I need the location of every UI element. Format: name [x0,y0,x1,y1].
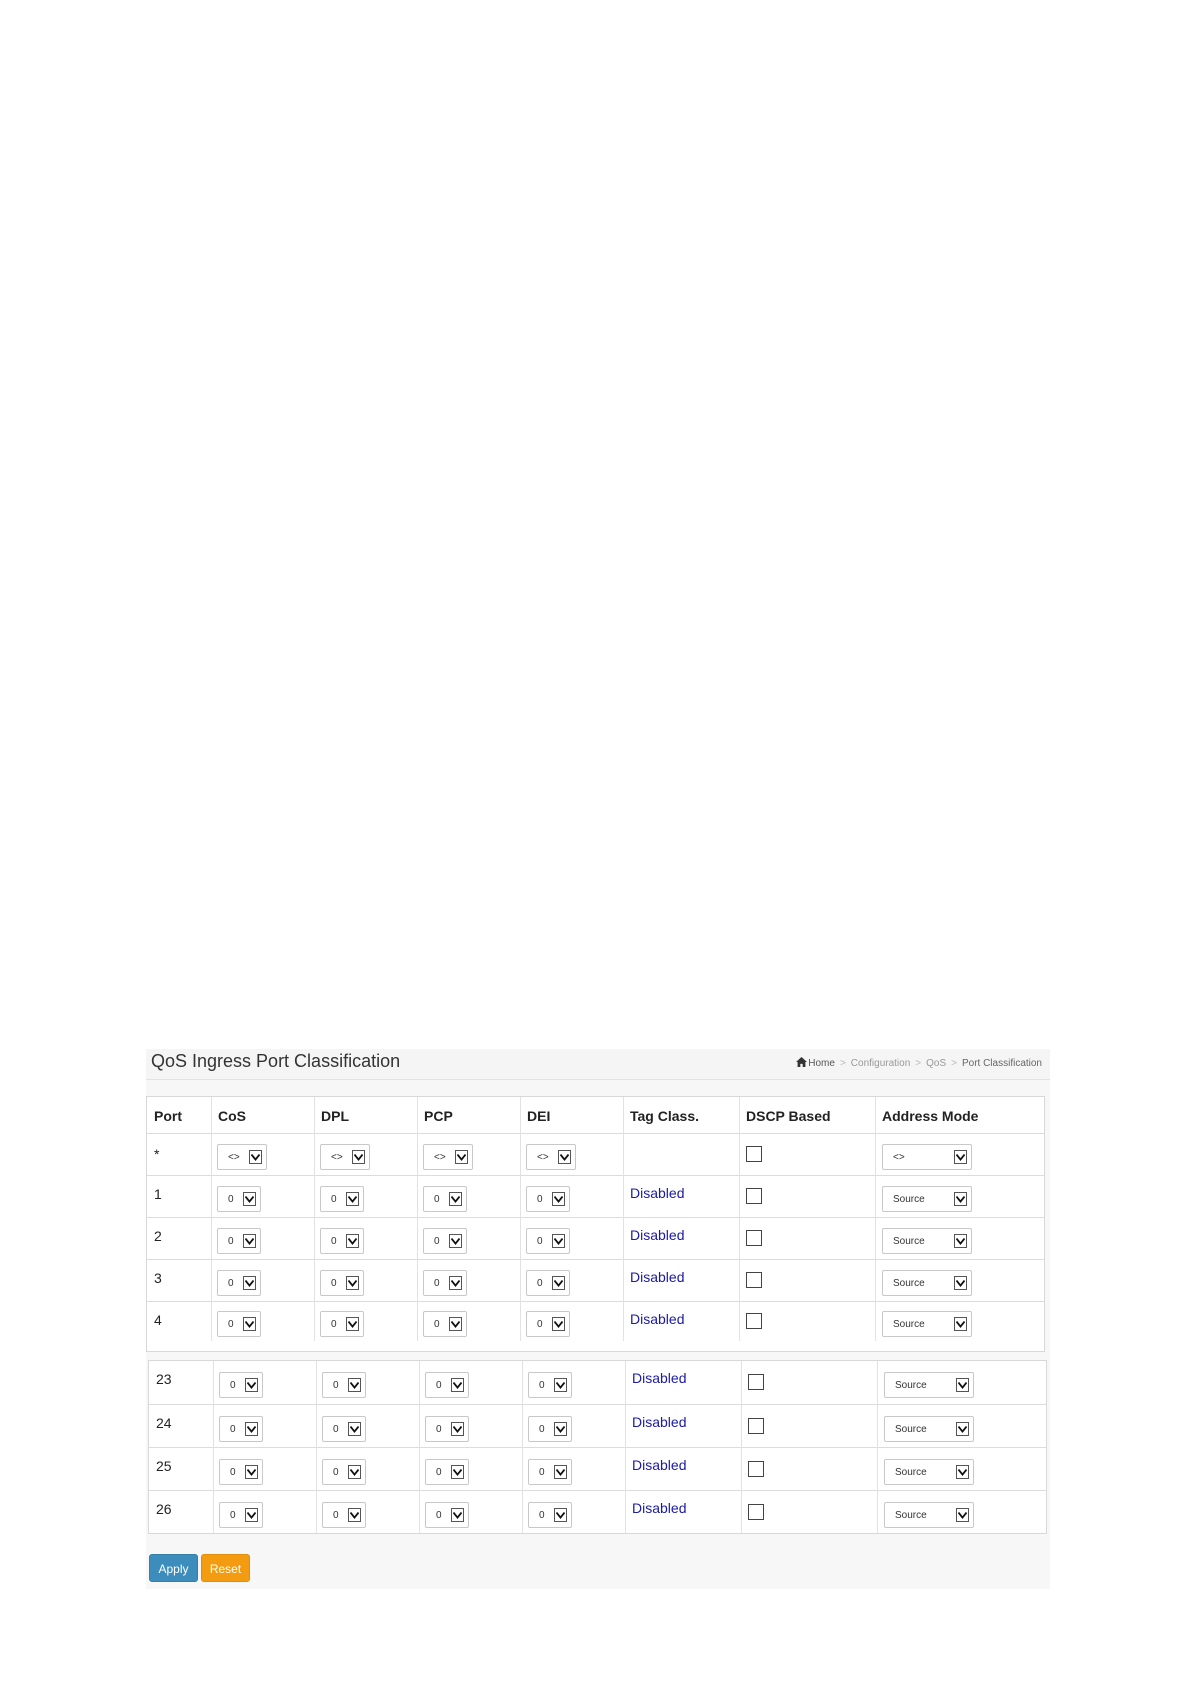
pcp-select-value: 0 [434,1236,440,1247]
column-header-dei: DEI [527,1108,551,1124]
chevron-down-icon[interactable] [245,1378,258,1392]
pcp-select[interactable] [423,1144,473,1170]
chevron-down-icon[interactable] [249,1150,262,1164]
dpl-select-value: 0 [333,1380,339,1391]
pcp-select[interactable] [425,1372,469,1398]
dpl-select-value: 0 [331,1194,337,1205]
address-mode-select-value: Source [893,1194,925,1205]
column-divider [314,1097,315,1341]
port-number: 3 [154,1270,162,1286]
pcp-select-value: <> [434,1152,446,1163]
pcp-select[interactable] [423,1311,467,1337]
cos-select-value: <> [228,1152,240,1163]
port-number: 2 [154,1228,162,1244]
address-mode-select-value: Source [893,1319,925,1330]
tag-class-link[interactable]: Disabled [630,1269,685,1285]
tag-class-link[interactable]: Disabled [632,1414,687,1430]
dpl-select-value: 0 [331,1236,337,1247]
dscp-based-checkbox[interactable] [748,1461,764,1477]
dscp-based-checkbox[interactable] [746,1313,762,1329]
chevron-down-icon[interactable] [449,1192,462,1206]
port-number: 25 [156,1458,172,1474]
address-mode-select[interactable] [884,1416,974,1442]
column-divider [522,1361,523,1533]
column-header-cos: CoS [218,1108,246,1124]
pcp-select-value: 0 [436,1424,442,1435]
cos-select[interactable] [217,1186,261,1212]
chevron-down-icon[interactable] [451,1465,464,1479]
table-row [147,1175,1044,1218]
reset-button[interactable]: Reset [201,1554,250,1582]
chevron-down-icon[interactable] [558,1150,571,1164]
chevron-down-icon[interactable] [245,1422,258,1436]
column-header-port: Port [154,1108,182,1124]
column-divider [877,1361,878,1533]
address-mode-select-value: Source [895,1467,927,1478]
column-divider [520,1097,521,1341]
address-mode-select-value: Source [895,1380,927,1391]
dei-select[interactable] [528,1416,572,1442]
chevron-down-icon[interactable] [451,1508,464,1522]
chevron-down-icon[interactable] [954,1234,967,1248]
column-divider [211,1097,212,1341]
address-mode-select[interactable] [882,1228,972,1254]
address-mode-select[interactable] [882,1311,972,1337]
tag-class-link[interactable]: Disabled [630,1185,685,1201]
dei-select-value: 0 [537,1319,543,1330]
port-classification-table [146,1096,1045,1352]
port-number: 4 [154,1312,162,1328]
cos-select-value: 0 [228,1236,234,1247]
cos-select-value: 0 [230,1424,236,1435]
breadcrumb-separator: > [951,1058,957,1069]
column-divider [213,1361,214,1533]
dpl-select[interactable] [320,1186,364,1212]
address-mode-select-value: Source [895,1510,927,1521]
cos-select[interactable] [219,1459,263,1485]
home-icon [796,1057,807,1067]
column-header-pcp: PCP [424,1108,453,1124]
cos-select[interactable] [217,1311,261,1337]
dei-select[interactable] [526,1270,570,1296]
qos-port-classification-panel [146,1049,1050,1589]
cos-select[interactable] [219,1502,263,1528]
page-header [146,1049,1050,1080]
tag-class-link[interactable]: Disabled [632,1500,687,1516]
tag-class-link[interactable]: Disabled [632,1370,687,1386]
port-number: 1 [154,1186,162,1202]
dei-select-value: 0 [539,1380,545,1391]
chevron-down-icon[interactable] [552,1317,565,1331]
breadcrumb-home[interactable]: Home [796,1057,835,1069]
dpl-select-value: 0 [333,1467,339,1478]
chevron-down-icon[interactable] [954,1276,967,1290]
pcp-select-value: 0 [436,1380,442,1391]
chevron-down-icon[interactable] [449,1317,462,1331]
dpl-select-value: 0 [333,1510,339,1521]
address-mode-select-value: Source [893,1236,925,1247]
chevron-down-icon[interactable] [552,1192,565,1206]
chevron-down-icon[interactable] [554,1378,567,1392]
chevron-down-icon[interactable] [346,1234,359,1248]
chevron-down-icon[interactable] [554,1465,567,1479]
dei-select-value: 0 [539,1510,545,1521]
chevron-down-icon[interactable] [348,1378,361,1392]
table-row [149,1404,1046,1448]
chevron-down-icon[interactable] [243,1234,256,1248]
dei-select[interactable] [528,1372,572,1398]
chevron-down-icon[interactable] [451,1378,464,1392]
cos-select-value: 0 [228,1278,234,1289]
dscp-based-checkbox[interactable] [746,1146,762,1162]
address-mode-select[interactable] [882,1270,972,1296]
column-divider [739,1097,740,1341]
address-mode-select-value: Source [895,1424,927,1435]
dpl-select-value: 0 [331,1278,337,1289]
chevron-down-icon[interactable] [956,1465,969,1479]
chevron-down-icon[interactable] [552,1276,565,1290]
chevron-down-icon[interactable] [348,1465,361,1479]
dscp-based-checkbox[interactable] [746,1272,762,1288]
chevron-down-icon[interactable] [348,1508,361,1522]
pcp-select-value: 0 [434,1278,440,1289]
dei-select[interactable] [526,1144,576,1170]
tag-class-link[interactable]: Disabled [630,1311,685,1327]
cos-select[interactable] [219,1372,263,1398]
page-title: QoS Ingress Port Classification [151,1051,401,1071]
dpl-select[interactable] [322,1459,366,1485]
cos-select[interactable] [217,1228,261,1254]
table-row [147,1301,1044,1342]
table-row [149,1447,1046,1491]
dpl-select[interactable] [320,1228,364,1254]
pcp-select[interactable] [423,1270,467,1296]
chevron-down-icon[interactable] [346,1192,359,1206]
chevron-down-icon[interactable] [956,1422,969,1436]
dei-select[interactable] [526,1228,570,1254]
table-row [147,1217,1044,1260]
table-row [149,1361,1046,1404]
dpl-select[interactable] [320,1144,370,1170]
pcp-select-value: 0 [434,1319,440,1330]
cos-select[interactable] [217,1270,261,1296]
cos-select-value: 0 [228,1194,234,1205]
column-divider [625,1361,626,1533]
table-header-row [147,1097,1044,1133]
pcp-select-value: 0 [434,1194,440,1205]
column-divider [623,1097,624,1341]
table-row [147,1133,1044,1176]
dei-select-value: <> [537,1152,549,1163]
chevron-down-icon[interactable] [346,1276,359,1290]
chevron-down-icon[interactable] [348,1422,361,1436]
chevron-down-icon[interactable] [243,1317,256,1331]
breadcrumb-separator: > [915,1058,922,1069]
dei-select[interactable] [526,1186,570,1212]
cos-select[interactable] [217,1144,267,1170]
breadcrumb [796,1057,1042,1069]
dei-select[interactable] [528,1459,572,1485]
chevron-down-icon[interactable] [449,1276,462,1290]
dei-select-value: 0 [539,1424,545,1435]
pcp-select[interactable] [423,1228,467,1254]
chevron-down-icon[interactable] [455,1150,468,1164]
chevron-down-icon[interactable] [554,1508,567,1522]
dscp-based-checkbox[interactable] [746,1230,762,1246]
port-number: 24 [156,1415,172,1431]
column-header-address-mode: Address Mode [882,1108,979,1124]
tag-class-link[interactable]: Disabled [630,1227,685,1243]
chevron-down-icon[interactable] [552,1234,565,1248]
chevron-down-icon[interactable] [956,1378,969,1392]
chevron-down-icon[interactable] [451,1422,464,1436]
apply-button[interactable]: Apply [149,1554,198,1582]
cos-select[interactable] [219,1416,263,1442]
pcp-select[interactable] [425,1459,469,1485]
address-mode-select[interactable] [884,1459,974,1485]
dscp-based-checkbox[interactable] [748,1374,764,1390]
breadcrumb-qos[interactable]: QoS [926,1058,947,1069]
address-mode-select[interactable] [884,1502,974,1528]
dpl-select[interactable] [320,1311,364,1337]
dei-select-value: 0 [537,1278,543,1289]
dpl-select-value: 0 [331,1319,337,1330]
dpl-select[interactable] [322,1502,366,1528]
pcp-select[interactable] [423,1186,467,1212]
chevron-down-icon[interactable] [245,1465,258,1479]
dei-select-value: 0 [537,1236,543,1247]
pcp-select-value: 0 [436,1467,442,1478]
port-number: * [154,1146,160,1162]
tag-class-link[interactable]: Disabled [632,1457,687,1473]
address-mode-select[interactable] [884,1372,974,1398]
dscp-based-checkbox[interactable] [746,1188,762,1204]
chevron-down-icon[interactable] [245,1508,258,1522]
chevron-down-icon[interactable] [243,1276,256,1290]
dscp-based-checkbox[interactable] [748,1504,764,1520]
cos-select-value: 0 [230,1467,236,1478]
column-divider [417,1097,418,1341]
dpl-select[interactable] [320,1270,364,1296]
pcp-select-value: 0 [436,1510,442,1521]
chevron-down-icon[interactable] [346,1317,359,1331]
dei-select[interactable] [528,1502,572,1528]
address-mode-select-value: <> [893,1152,905,1163]
breadcrumb-port-classification: Port Classification [961,1058,1042,1069]
cos-select-value: 0 [228,1319,234,1330]
dpl-select[interactable] [322,1416,366,1442]
chevron-down-icon[interactable] [449,1234,462,1248]
dei-select[interactable] [526,1311,570,1337]
chevron-down-icon[interactable] [352,1150,365,1164]
dscp-based-checkbox[interactable] [748,1418,764,1434]
column-divider [419,1361,420,1533]
dei-select-value: 0 [539,1467,545,1478]
pcp-select[interactable] [425,1502,469,1528]
dpl-select-value: <> [331,1152,343,1163]
chevron-down-icon[interactable] [243,1192,256,1206]
cos-select-value: 0 [230,1510,236,1521]
chevron-down-icon[interactable] [954,1317,967,1331]
port-number: 23 [156,1371,172,1387]
column-header-dpl: DPL [321,1108,349,1124]
chevron-down-icon[interactable] [956,1508,969,1522]
dei-select-value: 0 [537,1194,543,1205]
chevron-down-icon[interactable] [954,1192,967,1206]
breadcrumb-configuration[interactable]: Configuration [850,1058,911,1069]
address-mode-select-value: Source [893,1278,925,1289]
column-divider [875,1097,876,1341]
address-mode-select[interactable] [882,1144,972,1170]
chevron-down-icon[interactable] [954,1150,967,1164]
column-header-tag-class: Tag Class. [630,1108,699,1124]
port-number: 26 [156,1501,172,1517]
table-row [149,1490,1046,1534]
port-classification-table-continued [148,1360,1047,1534]
pcp-select[interactable] [425,1416,469,1442]
address-mode-select[interactable] [882,1186,972,1212]
dpl-select-value: 0 [333,1424,339,1435]
column-header-dscp-based: DSCP Based [746,1108,831,1124]
chevron-down-icon[interactable] [554,1422,567,1436]
column-divider [316,1361,317,1533]
cos-select-value: 0 [230,1380,236,1391]
breadcrumb-separator: > [839,1058,846,1069]
column-divider [741,1361,742,1533]
table-row [147,1259,1044,1302]
dpl-select[interactable] [322,1372,366,1398]
